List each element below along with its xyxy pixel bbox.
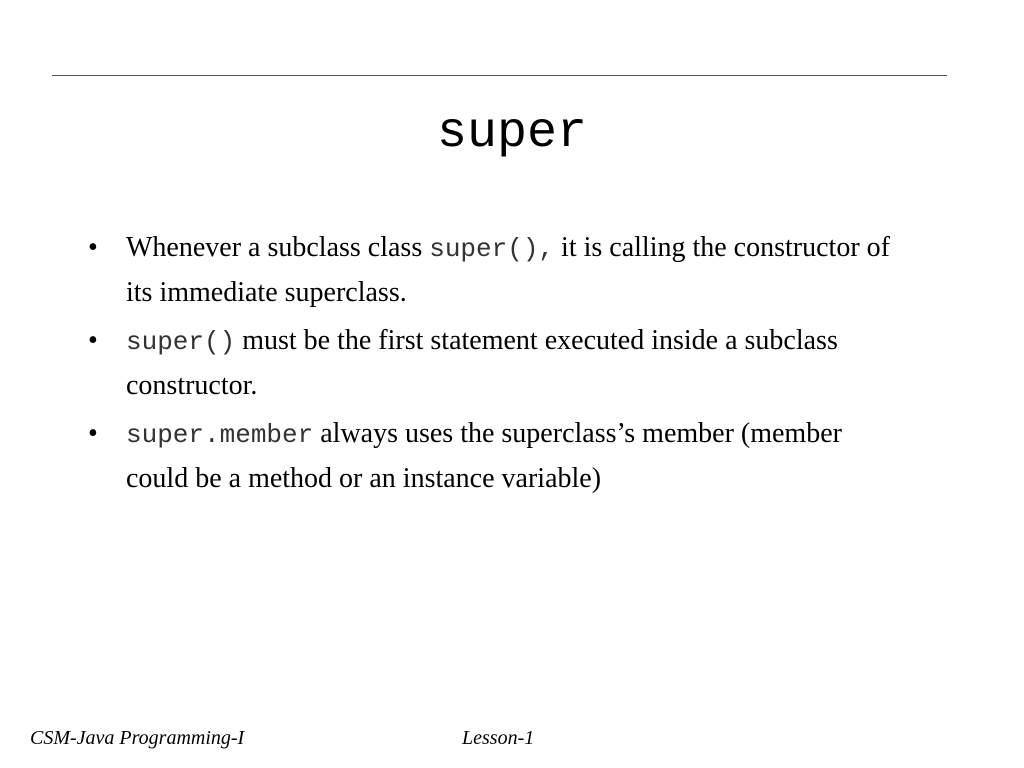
code-snippet: super(), bbox=[429, 234, 555, 264]
bullet-marker: • bbox=[88, 232, 98, 263]
bullet-item bbox=[88, 226, 908, 314]
bullet-item bbox=[88, 412, 908, 500]
bullet-item bbox=[88, 319, 908, 407]
footer-course: CSM-Java Programming-I bbox=[30, 727, 245, 749]
title-divider bbox=[52, 75, 947, 76]
bullet-text: must be the first statement executed inside a subclass constructor. bbox=[126, 325, 838, 401]
bullet-marker: • bbox=[88, 325, 98, 356]
bullet-marker: • bbox=[88, 418, 98, 449]
bullet-list bbox=[88, 226, 908, 505]
bullet-text: it is calling the constructor of its immediate superclass. bbox=[126, 232, 890, 308]
footer-lesson: Lesson-1 bbox=[462, 727, 535, 749]
code-snippet: super.member bbox=[126, 420, 314, 450]
bullet-text: always uses the superclass’s member (member could be a method or an instance variable) bbox=[126, 418, 842, 494]
code-snippet: super() bbox=[126, 327, 236, 357]
slide-title: super bbox=[436, 105, 588, 162]
bullet-text: Whenever a subclass class bbox=[126, 232, 430, 263]
